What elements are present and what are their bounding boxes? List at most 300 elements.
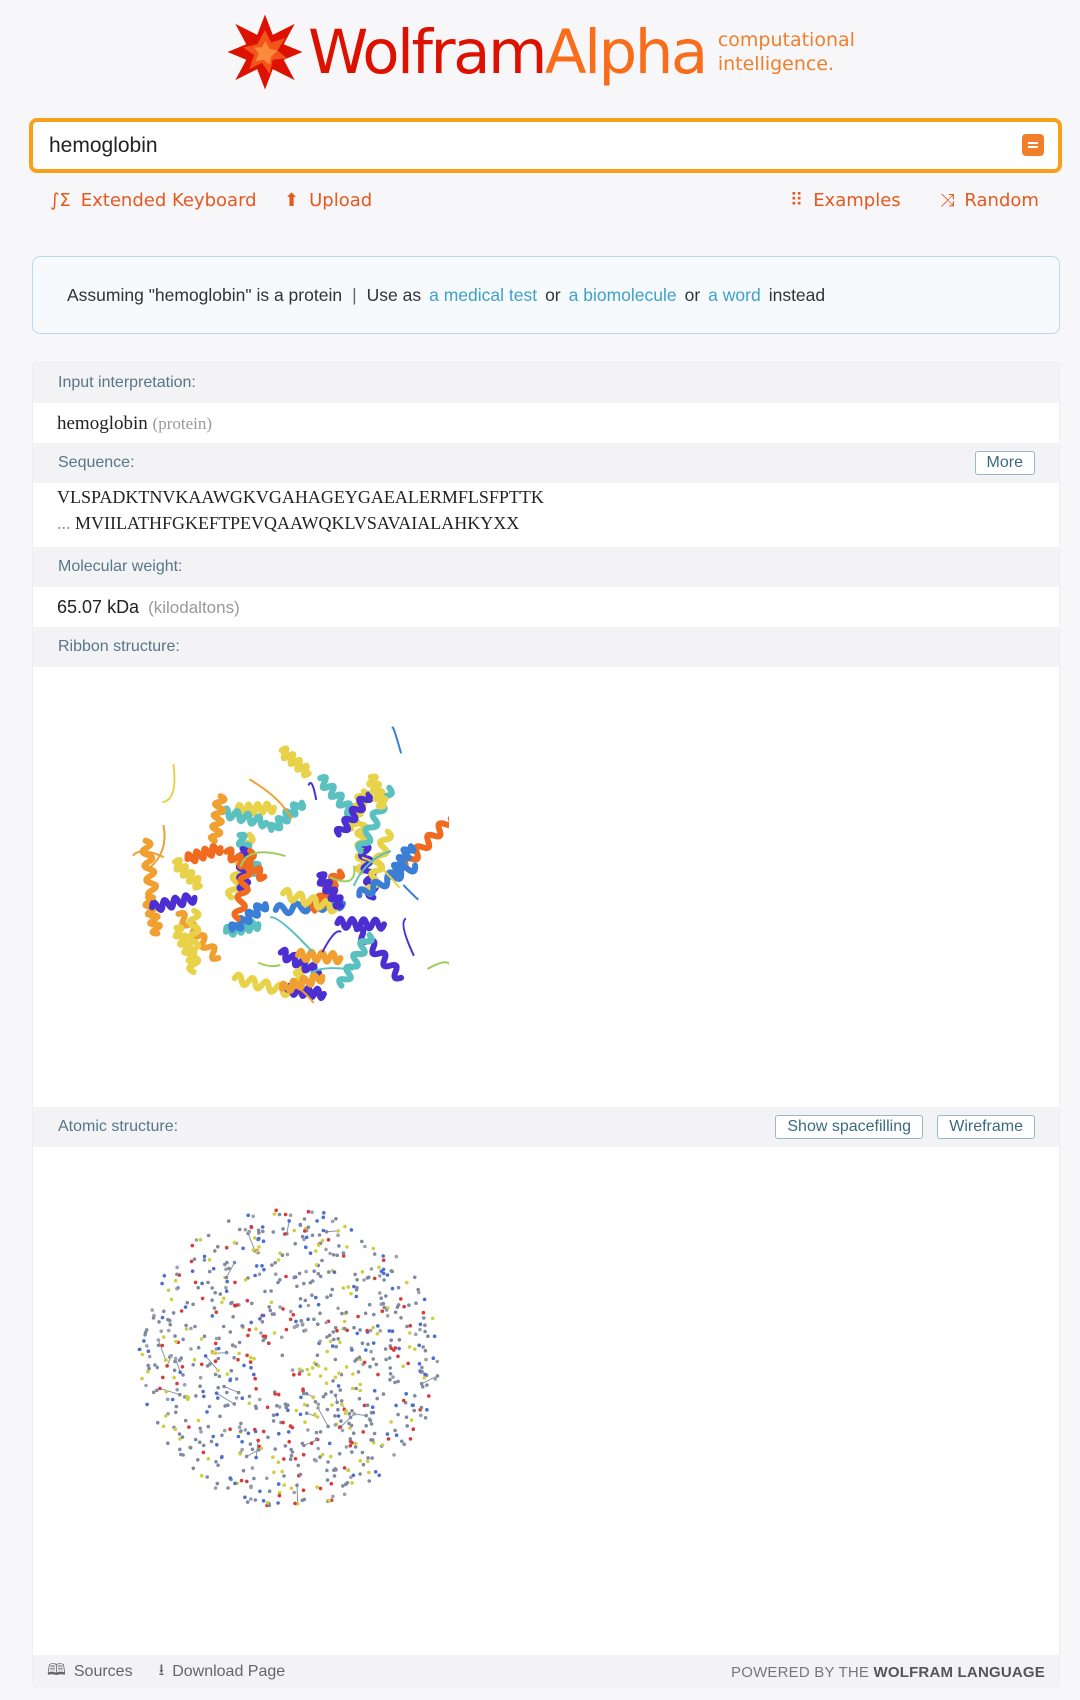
atom — [277, 1393, 281, 1397]
atom — [433, 1335, 437, 1339]
atom — [273, 1331, 277, 1335]
ribbon-structure-title — [33, 627, 1059, 667]
atom — [420, 1406, 424, 1410]
atom — [293, 1502, 297, 1506]
atom — [314, 1459, 318, 1463]
atom — [278, 1213, 282, 1217]
atom — [195, 1238, 199, 1242]
atom — [215, 1391, 219, 1395]
atom — [396, 1413, 400, 1417]
atom — [369, 1329, 373, 1333]
atom — [202, 1395, 206, 1399]
atom — [355, 1332, 359, 1336]
atom — [267, 1341, 271, 1345]
atom — [399, 1316, 403, 1320]
upload-label: Upload — [309, 190, 373, 211]
atom — [423, 1376, 427, 1380]
upload-button[interactable] — [284, 190, 372, 211]
atom — [281, 1253, 285, 1257]
atom — [311, 1396, 315, 1400]
atom — [300, 1319, 304, 1323]
atom — [414, 1301, 418, 1305]
atom — [170, 1298, 174, 1302]
atom — [303, 1420, 307, 1424]
atom — [273, 1447, 277, 1451]
coil-loop — [428, 962, 450, 975]
atom — [417, 1344, 421, 1348]
atom — [358, 1356, 362, 1360]
atom — [324, 1367, 328, 1371]
atom — [304, 1270, 308, 1274]
atom — [402, 1305, 406, 1309]
atom — [304, 1299, 308, 1303]
atom — [283, 1232, 287, 1236]
atom — [378, 1274, 382, 1278]
atom — [164, 1390, 168, 1394]
pod-title-text: Molecular weight: — [58, 558, 183, 575]
atom — [405, 1325, 409, 1329]
atom — [152, 1391, 156, 1395]
atom — [411, 1403, 415, 1407]
atom — [327, 1238, 331, 1242]
atom — [185, 1395, 189, 1399]
atom — [216, 1464, 220, 1468]
atom — [345, 1311, 349, 1315]
atom — [293, 1325, 297, 1329]
atom — [349, 1437, 353, 1441]
atom — [299, 1297, 303, 1301]
atom — [354, 1387, 358, 1391]
atom — [241, 1324, 245, 1328]
input-interpretation-title — [33, 363, 1059, 403]
atom — [191, 1363, 195, 1367]
atom — [326, 1425, 330, 1429]
atom — [330, 1390, 334, 1394]
atom — [418, 1362, 422, 1366]
atom — [223, 1429, 227, 1433]
atom — [287, 1219, 291, 1223]
atom — [421, 1345, 425, 1349]
atom — [272, 1471, 276, 1475]
atom — [212, 1267, 216, 1271]
atom — [405, 1415, 409, 1419]
atom — [343, 1320, 347, 1324]
atom — [344, 1483, 348, 1487]
atom — [280, 1470, 284, 1474]
atom — [266, 1501, 270, 1505]
atom — [369, 1438, 373, 1442]
shuffle-icon: ⤨ — [940, 190, 955, 211]
atom — [196, 1286, 200, 1290]
atom — [277, 1258, 281, 1262]
atom — [304, 1245, 308, 1249]
wolfram-alpha-logo[interactable] — [226, 12, 855, 92]
download-page-button[interactable] — [159, 1659, 286, 1686]
spacefilling-label: Show spacefilling — [787, 1118, 911, 1135]
atom — [292, 1229, 296, 1233]
atom — [328, 1442, 332, 1446]
search-box — [29, 118, 1062, 173]
atom — [324, 1248, 328, 1252]
atom — [284, 1213, 288, 1217]
atom — [247, 1432, 251, 1436]
atom — [258, 1398, 262, 1402]
atom — [275, 1413, 279, 1417]
atom — [295, 1483, 299, 1487]
atom — [266, 1435, 270, 1439]
atom — [316, 1415, 320, 1419]
atom — [434, 1377, 438, 1381]
atom — [404, 1392, 408, 1396]
atom — [388, 1329, 392, 1333]
atom — [167, 1288, 171, 1292]
atom — [289, 1458, 293, 1462]
atom — [366, 1276, 370, 1280]
atom — [389, 1338, 393, 1342]
atom — [211, 1351, 215, 1355]
atom — [201, 1390, 205, 1394]
atom — [307, 1210, 311, 1214]
atom — [353, 1273, 357, 1277]
atom — [246, 1334, 250, 1338]
atom — [244, 1228, 248, 1232]
atom — [322, 1229, 326, 1233]
atom — [334, 1358, 338, 1362]
atom — [174, 1279, 178, 1283]
atom — [339, 1388, 343, 1392]
atom — [420, 1370, 424, 1374]
atom — [351, 1387, 355, 1391]
upload-icon: ⬆ — [284, 190, 300, 211]
helix-segment — [172, 859, 203, 889]
sources-label: Sources — [73, 1663, 133, 1680]
atom — [238, 1341, 242, 1345]
atom — [331, 1379, 335, 1383]
atom — [226, 1486, 230, 1490]
atom — [361, 1341, 365, 1345]
atom — [226, 1403, 230, 1407]
atom — [316, 1322, 320, 1326]
atom — [343, 1466, 347, 1470]
atom — [314, 1400, 318, 1404]
atom — [393, 1429, 397, 1433]
atom — [205, 1410, 209, 1414]
atom — [166, 1441, 170, 1445]
atom — [235, 1377, 239, 1381]
atom — [208, 1270, 212, 1274]
results-footer — [33, 1655, 1059, 1689]
atom — [225, 1246, 229, 1250]
atom — [388, 1366, 392, 1370]
atom — [180, 1356, 184, 1360]
atom — [423, 1373, 427, 1377]
atom — [407, 1303, 411, 1307]
atom — [152, 1316, 156, 1320]
atom — [315, 1431, 319, 1435]
atom — [220, 1301, 224, 1305]
atom — [284, 1275, 288, 1279]
atom — [241, 1247, 245, 1251]
atom — [281, 1421, 285, 1425]
atom — [348, 1412, 352, 1416]
atom — [330, 1403, 334, 1407]
coil-loop — [270, 917, 312, 951]
atom — [389, 1420, 393, 1424]
atom — [260, 1447, 264, 1451]
helix-segment — [210, 796, 225, 842]
atom — [432, 1356, 436, 1360]
atom — [222, 1297, 226, 1301]
word-link[interactable]: a word — [708, 284, 761, 305]
atom — [250, 1225, 254, 1229]
atom — [306, 1428, 310, 1432]
atom — [202, 1444, 206, 1448]
atom — [240, 1448, 244, 1452]
atom — [144, 1384, 148, 1388]
atom — [331, 1288, 335, 1292]
atom — [305, 1411, 309, 1415]
atom — [328, 1252, 332, 1256]
atom — [394, 1346, 398, 1350]
atom — [185, 1327, 189, 1331]
medical-test-link[interactable]: a medical test — [429, 284, 538, 305]
atom — [352, 1431, 356, 1435]
atom — [273, 1392, 277, 1396]
atom — [329, 1455, 333, 1459]
atom — [321, 1453, 325, 1457]
coil-loop — [322, 931, 341, 952]
atom-bond — [206, 1356, 219, 1371]
atom — [405, 1281, 409, 1285]
atom — [203, 1334, 207, 1338]
atom — [201, 1297, 205, 1301]
atom — [376, 1373, 380, 1377]
atom — [187, 1425, 191, 1429]
examples-label: Examples — [813, 190, 901, 211]
random-button[interactable] — [940, 190, 1039, 211]
atom — [402, 1399, 406, 1403]
atom — [262, 1499, 266, 1503]
atom — [382, 1302, 386, 1306]
atom — [276, 1501, 280, 1505]
extended-keyboard-button[interactable] — [50, 190, 257, 211]
atom — [381, 1254, 385, 1258]
atom — [162, 1310, 166, 1314]
biomolecule-link[interactable]: a biomolecule — [568, 284, 677, 305]
atom — [145, 1328, 149, 1332]
atom — [262, 1239, 266, 1243]
atom — [330, 1482, 334, 1486]
atom — [175, 1273, 179, 1277]
atom — [327, 1270, 331, 1274]
atom — [251, 1466, 255, 1470]
atom — [358, 1389, 362, 1393]
atom — [258, 1490, 262, 1494]
atom — [329, 1294, 333, 1298]
sequence-more-button[interactable] — [975, 451, 1035, 475]
atom — [227, 1219, 231, 1223]
atom — [316, 1447, 320, 1451]
atom — [317, 1303, 321, 1307]
atom — [193, 1257, 197, 1261]
atom — [291, 1368, 295, 1372]
atom — [384, 1347, 388, 1351]
atom — [189, 1347, 193, 1351]
weight-unit: kDa — [107, 597, 140, 617]
atom — [197, 1346, 201, 1350]
atom — [326, 1408, 330, 1412]
atom — [325, 1381, 329, 1385]
atom — [224, 1286, 228, 1290]
atom — [200, 1282, 204, 1286]
atom — [342, 1286, 346, 1290]
atom — [245, 1480, 249, 1484]
atom — [353, 1412, 357, 1416]
atom — [215, 1443, 219, 1447]
helix-segment — [151, 893, 195, 911]
extended-keyboard-label: Extended Keyboard — [80, 190, 257, 211]
atom — [325, 1295, 329, 1299]
atom — [376, 1324, 380, 1328]
atom — [344, 1412, 348, 1416]
atom — [249, 1497, 253, 1501]
atom — [262, 1430, 266, 1434]
weight-unit-name: (kilodaltons) — [148, 598, 240, 617]
atom — [276, 1281, 280, 1285]
atom — [207, 1234, 211, 1238]
atom — [281, 1354, 285, 1358]
sources-button[interactable] — [47, 1659, 133, 1686]
atom — [178, 1393, 182, 1397]
atom — [286, 1253, 290, 1257]
helix-segment — [338, 933, 374, 988]
wireframe-button[interactable] — [937, 1115, 1035, 1139]
atom — [250, 1302, 254, 1306]
atom — [205, 1475, 209, 1479]
atom — [284, 1444, 288, 1448]
atom — [370, 1411, 374, 1415]
atom — [211, 1314, 215, 1318]
atom — [369, 1419, 373, 1423]
atom — [253, 1377, 257, 1381]
atom — [278, 1305, 282, 1309]
atom — [239, 1429, 243, 1433]
atom — [223, 1263, 227, 1267]
atom — [145, 1403, 149, 1407]
atom — [191, 1244, 195, 1248]
atom — [175, 1266, 179, 1270]
atom — [251, 1215, 255, 1219]
atom — [358, 1472, 362, 1476]
show-spacefilling-button[interactable] — [775, 1115, 923, 1139]
atom — [362, 1463, 366, 1467]
atom — [303, 1229, 307, 1233]
atom — [277, 1432, 281, 1436]
atom — [157, 1320, 161, 1324]
atom — [339, 1419, 343, 1423]
sequence-ellipsis: ... — [57, 513, 71, 533]
atom — [190, 1260, 194, 1264]
search-input[interactable] — [49, 134, 999, 158]
atom — [148, 1355, 152, 1359]
examples-button[interactable] — [790, 190, 901, 211]
atom — [204, 1354, 208, 1358]
interpretation-qualifier: (protein) — [152, 414, 213, 433]
atom — [173, 1360, 177, 1364]
atom — [355, 1295, 359, 1299]
atom — [169, 1354, 173, 1358]
atom — [318, 1312, 322, 1316]
atom — [220, 1456, 224, 1460]
atom — [199, 1238, 203, 1242]
atom — [174, 1340, 178, 1344]
atom — [150, 1308, 154, 1312]
atom — [193, 1325, 197, 1329]
atom — [326, 1460, 330, 1464]
atom — [293, 1242, 297, 1246]
atom — [325, 1469, 329, 1473]
powered-brand: WOLFRAM LANGUAGE — [873, 1663, 1045, 1681]
atom — [302, 1488, 306, 1492]
atom — [294, 1457, 298, 1461]
atom — [356, 1315, 360, 1319]
atom — [366, 1460, 370, 1464]
download-icon: ⭳ — [158, 1661, 165, 1679]
atom — [335, 1254, 339, 1258]
atom — [391, 1287, 395, 1291]
atom — [397, 1347, 401, 1351]
atom — [284, 1402, 288, 1406]
atom — [372, 1341, 376, 1345]
atom — [262, 1314, 266, 1318]
atom — [210, 1298, 214, 1302]
atom — [364, 1414, 368, 1418]
atom — [324, 1321, 328, 1325]
atom — [208, 1405, 212, 1409]
atom — [397, 1303, 401, 1307]
helix-segment — [279, 747, 312, 777]
atom — [333, 1414, 337, 1418]
atom — [287, 1440, 291, 1444]
pod-title-text: Ribbon structure: — [58, 638, 180, 655]
wireframe-label: Wireframe — [949, 1118, 1023, 1135]
atom — [389, 1372, 393, 1376]
atom — [303, 1217, 307, 1221]
atom — [436, 1374, 440, 1378]
atom — [332, 1338, 336, 1342]
atom — [318, 1340, 322, 1344]
atom — [368, 1303, 372, 1307]
atom — [164, 1414, 168, 1418]
atom — [423, 1298, 427, 1302]
coil-loop — [392, 727, 401, 753]
equals-icon[interactable] — [1022, 134, 1044, 156]
atom — [290, 1454, 294, 1458]
atom — [316, 1353, 320, 1357]
atom — [289, 1213, 293, 1217]
atom — [145, 1344, 149, 1348]
atom — [400, 1440, 404, 1444]
atom — [156, 1421, 160, 1425]
atom — [168, 1323, 172, 1327]
keyboard-icon: ∫Σ — [50, 190, 71, 211]
atom — [345, 1365, 349, 1369]
atom — [218, 1415, 222, 1419]
atom — [226, 1372, 230, 1376]
atom — [301, 1322, 305, 1326]
atom — [270, 1263, 274, 1267]
atom — [194, 1438, 198, 1442]
